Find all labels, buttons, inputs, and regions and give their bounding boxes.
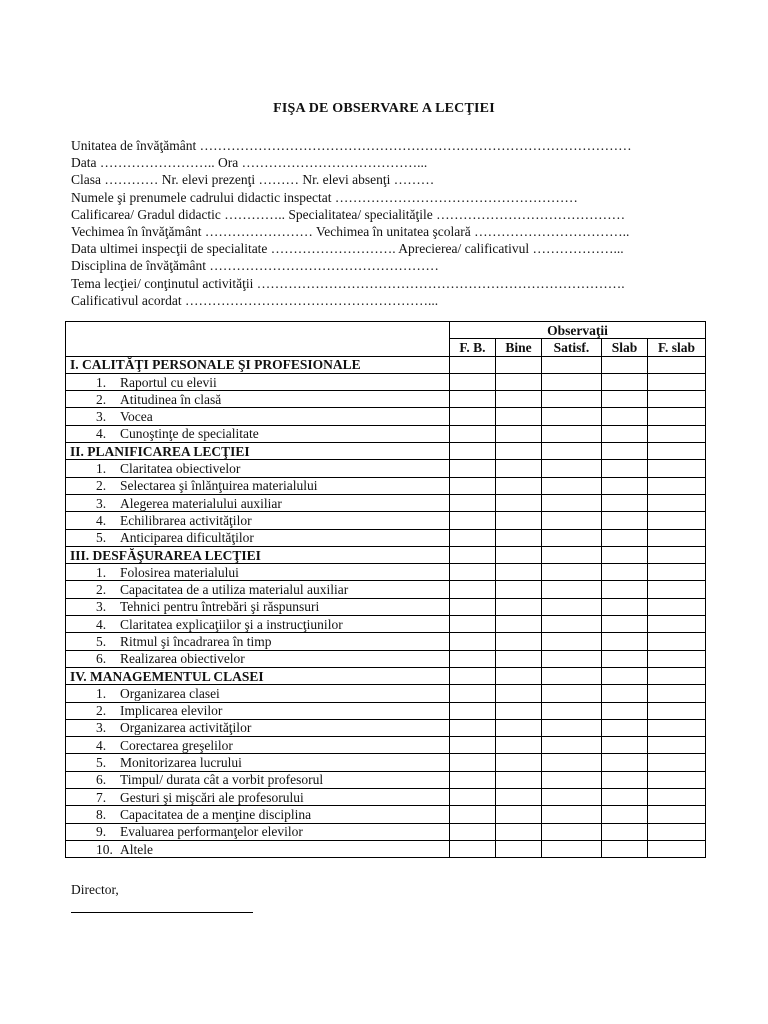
form-field-line: Calificarea/ Gradul didactic ………….. Specialitatea/ specialităţile …………………………………… xyxy=(71,206,626,222)
criterion-text: Capacitatea de a utiliza materialul auxiliar xyxy=(120,582,349,598)
rating-cell[interactable] xyxy=(496,702,542,719)
rating-cell[interactable] xyxy=(450,616,496,633)
criterion-label xyxy=(66,564,450,581)
rating-cell[interactable] xyxy=(602,391,648,408)
criterion-text: Organizarea activităţilor xyxy=(120,720,252,736)
document-title: FIŞA DE OBSERVARE A LECŢIEI xyxy=(273,101,495,116)
criterion-number: 5. xyxy=(96,755,107,771)
criteria-header-cell xyxy=(66,322,450,357)
form-field-line: Disciplina de învăţământ …………………………………………… xyxy=(71,258,439,274)
rating-cell[interactable] xyxy=(450,564,496,581)
rating-cell[interactable] xyxy=(542,460,602,477)
rating-cell[interactable] xyxy=(450,685,496,702)
rating-cell[interactable] xyxy=(496,564,542,581)
criterion-number: 6. xyxy=(96,772,107,788)
rating-cell[interactable] xyxy=(648,529,706,546)
rating-cell[interactable] xyxy=(648,494,706,511)
form-field-line: Clasa ………… Nr. elevi prezenţi ……… Nr. elevi absenţi ……… xyxy=(71,172,435,188)
rating-cell[interactable] xyxy=(450,581,496,598)
rating-cell[interactable] xyxy=(602,840,648,857)
rating-cell[interactable] xyxy=(496,650,542,667)
rating-cell[interactable] xyxy=(496,771,542,788)
rating-cell[interactable] xyxy=(450,823,496,840)
rating-cell[interactable] xyxy=(542,737,602,754)
rating-cell[interactable] xyxy=(450,546,496,563)
criterion-label xyxy=(66,702,450,719)
criterion-text: Echilibrarea activităţilor xyxy=(120,512,252,528)
criterion-number: 2. xyxy=(96,703,107,719)
rating-cell[interactable] xyxy=(648,667,706,684)
rating-cell[interactable] xyxy=(496,425,542,442)
rating-cell[interactable] xyxy=(648,754,706,771)
rating-cell[interactable] xyxy=(648,425,706,442)
criterion-label xyxy=(66,529,450,546)
rating-cell[interactable] xyxy=(602,737,648,754)
rating-cell[interactable] xyxy=(450,737,496,754)
rating-cell[interactable] xyxy=(602,408,648,425)
rating-cell[interactable] xyxy=(542,667,602,684)
rating-cell[interactable] xyxy=(450,719,496,736)
rating-cell[interactable] xyxy=(450,529,496,546)
criterion-label xyxy=(66,840,450,857)
form-field-line: Numele şi prenumele cadrului didactic inspectat ……………………………………………… xyxy=(71,189,578,205)
criterion-row xyxy=(66,373,706,390)
rating-cell[interactable] xyxy=(542,443,602,460)
rating-cell[interactable] xyxy=(602,754,648,771)
rating-cell[interactable] xyxy=(496,685,542,702)
rating-cell[interactable] xyxy=(542,598,602,615)
rating-cell[interactable] xyxy=(450,789,496,806)
criterion-text: Altele xyxy=(120,841,153,857)
criterion-label xyxy=(66,408,450,425)
criterion-row xyxy=(66,685,706,702)
rating-cell[interactable] xyxy=(496,581,542,598)
criterion-number: 2. xyxy=(96,582,107,598)
observation-table xyxy=(65,321,706,858)
rating-cell[interactable] xyxy=(648,581,706,598)
criterion-label xyxy=(66,789,450,806)
rating-cell[interactable] xyxy=(450,443,496,460)
criterion-text: Implicarea elevilor xyxy=(120,703,223,719)
criterion-row xyxy=(66,512,706,529)
rating-cell[interactable] xyxy=(648,408,706,425)
criterion-row xyxy=(66,789,706,806)
rating-cell[interactable] xyxy=(496,512,542,529)
criterion-row xyxy=(66,391,706,408)
criterion-label xyxy=(66,806,450,823)
rating-cell[interactable] xyxy=(648,840,706,857)
rating-cell[interactable] xyxy=(648,719,706,736)
criterion-number: 6. xyxy=(96,651,107,667)
criterion-row xyxy=(66,494,706,511)
rating-cell[interactable] xyxy=(648,771,706,788)
rating-cell[interactable] xyxy=(602,789,648,806)
rating-cell[interactable] xyxy=(648,443,706,460)
director-label: Director, xyxy=(71,882,119,897)
header-fields xyxy=(71,137,711,309)
criterion-label xyxy=(66,685,450,702)
criterion-number: 4. xyxy=(96,426,107,442)
form-field-line: Data ultimei inspecţii de specialitate ………………………. Aprecierea/ calificativul ………………... xyxy=(71,241,624,257)
rating-cell[interactable] xyxy=(542,391,602,408)
rating-cell[interactable] xyxy=(602,564,648,581)
rating-cell[interactable] xyxy=(648,823,706,840)
rating-cell[interactable] xyxy=(648,789,706,806)
rating-cell[interactable] xyxy=(496,460,542,477)
rating-cell[interactable] xyxy=(648,356,706,373)
rating-cell[interactable] xyxy=(602,425,648,442)
rating-cell[interactable] xyxy=(542,546,602,563)
criterion-text: Corectarea greşelilor xyxy=(120,737,233,753)
criterion-text: Organizarea clasei xyxy=(120,685,220,701)
criterion-number: 1. xyxy=(96,461,107,477)
rating-cell[interactable] xyxy=(648,460,706,477)
criterion-number: 2. xyxy=(96,478,107,494)
rating-cell[interactable] xyxy=(542,564,602,581)
rating-cell[interactable] xyxy=(450,667,496,684)
section-title: IV. MANAGEMENTUL CLASEI xyxy=(66,667,450,684)
rating-cell[interactable] xyxy=(496,840,542,857)
rating-cell[interactable] xyxy=(496,823,542,840)
rating-cell[interactable] xyxy=(648,633,706,650)
criterion-label xyxy=(66,771,450,788)
criterion-text: Alegerea materialului auxiliar xyxy=(120,495,282,511)
criterion-label xyxy=(66,391,450,408)
criterion-label xyxy=(66,581,450,598)
rating-cell[interactable] xyxy=(496,494,542,511)
criterion-text: Raportul cu elevii xyxy=(120,374,217,390)
rating-column-header: F. B. xyxy=(450,339,496,356)
criterion-label xyxy=(66,512,450,529)
rating-cell[interactable] xyxy=(542,408,602,425)
form-field-line: Tema lecţiei/ conţinutul activităţii ………………………………………………………………………. xyxy=(71,275,625,291)
criterion-text: Gesturi şi mişcări ale profesorului xyxy=(120,789,304,805)
rating-cell[interactable] xyxy=(602,685,648,702)
signature-line xyxy=(71,912,253,913)
rating-cell[interactable] xyxy=(542,754,602,771)
rating-cell[interactable] xyxy=(542,771,602,788)
rating-cell[interactable] xyxy=(496,443,542,460)
rating-cell[interactable] xyxy=(450,408,496,425)
rating-cell[interactable] xyxy=(542,806,602,823)
section-title: III. DESFĂŞURAREA LECŢIEI xyxy=(66,546,450,563)
criterion-row xyxy=(66,616,706,633)
criterion-row xyxy=(66,840,706,857)
criterion-number: 1. xyxy=(96,685,107,701)
rating-cell[interactable] xyxy=(496,754,542,771)
rating-cell[interactable] xyxy=(496,789,542,806)
criterion-number: 1. xyxy=(96,564,107,580)
criterion-row xyxy=(66,581,706,598)
criterion-text: Realizarea obiectivelor xyxy=(120,651,245,667)
criterion-number: 8. xyxy=(96,806,107,822)
rating-column-header: F. slab xyxy=(648,339,706,356)
rating-cell[interactable] xyxy=(602,494,648,511)
criterion-number: 4. xyxy=(96,737,107,753)
criterion-number: 2. xyxy=(96,391,107,407)
rating-cell[interactable] xyxy=(648,702,706,719)
rating-cell[interactable] xyxy=(602,477,648,494)
rating-cell[interactable] xyxy=(602,806,648,823)
rating-cell[interactable] xyxy=(602,650,648,667)
rating-cell[interactable] xyxy=(450,650,496,667)
rating-cell[interactable] xyxy=(450,391,496,408)
criteria-body xyxy=(66,356,706,858)
rating-cell[interactable] xyxy=(542,356,602,373)
criterion-number: 1. xyxy=(96,374,107,390)
rating-cell[interactable] xyxy=(496,391,542,408)
criterion-row xyxy=(66,702,706,719)
criterion-text: Anticiparea dificultăţilor xyxy=(120,530,254,546)
rating-cell[interactable] xyxy=(648,512,706,529)
criterion-number: 9. xyxy=(96,824,107,840)
rating-cell[interactable] xyxy=(648,546,706,563)
criterion-number: 3. xyxy=(96,720,107,736)
rating-cell[interactable] xyxy=(496,737,542,754)
rating-cell[interactable] xyxy=(450,702,496,719)
rating-cell[interactable] xyxy=(450,754,496,771)
rating-cell[interactable] xyxy=(648,477,706,494)
rating-cell[interactable] xyxy=(542,494,602,511)
criterion-number: 3. xyxy=(96,495,107,511)
section-title: II. PLANIFICAREA LECŢIEI xyxy=(66,443,450,460)
criterion-row xyxy=(66,754,706,771)
rating-cell[interactable] xyxy=(450,373,496,390)
rating-cell[interactable] xyxy=(542,719,602,736)
rating-cell[interactable] xyxy=(648,685,706,702)
criterion-label xyxy=(66,719,450,736)
criterion-number: 5. xyxy=(96,633,107,649)
criterion-text: Cunoştinţe de specialitate xyxy=(120,426,259,442)
criterion-label xyxy=(66,650,450,667)
criterion-label xyxy=(66,616,450,633)
rating-column-header: Satisf. xyxy=(542,339,602,356)
section-row xyxy=(66,667,706,684)
rating-cell[interactable] xyxy=(602,702,648,719)
criterion-row xyxy=(66,633,706,650)
form-field-line: Calificativul acordat ………………………………………………... xyxy=(71,292,439,308)
criterion-text: Atitudinea în clasă xyxy=(120,391,222,407)
criterion-number: 7. xyxy=(96,789,107,805)
criterion-text: Tehnici pentru întrebări şi răspunsuri xyxy=(120,599,320,615)
rating-column-header: Slab xyxy=(602,339,648,356)
rating-cell[interactable] xyxy=(602,719,648,736)
rating-cell[interactable] xyxy=(602,616,648,633)
rating-cell[interactable] xyxy=(542,789,602,806)
rating-cell[interactable] xyxy=(496,408,542,425)
criterion-row xyxy=(66,598,706,615)
rating-cell[interactable] xyxy=(602,823,648,840)
section-row xyxy=(66,546,706,563)
rating-cell[interactable] xyxy=(602,771,648,788)
criterion-number: 4. xyxy=(96,512,107,528)
rating-cell[interactable] xyxy=(542,529,602,546)
rating-cell[interactable] xyxy=(496,667,542,684)
rating-cell[interactable] xyxy=(602,581,648,598)
rating-cell[interactable] xyxy=(602,633,648,650)
rating-cell[interactable] xyxy=(602,460,648,477)
criterion-label xyxy=(66,754,450,771)
rating-cell[interactable] xyxy=(450,460,496,477)
rating-cell[interactable] xyxy=(602,529,648,546)
rating-cell[interactable] xyxy=(602,512,648,529)
rating-cell[interactable] xyxy=(602,667,648,684)
rating-cell[interactable] xyxy=(496,529,542,546)
rating-cell[interactable] xyxy=(542,581,602,598)
rating-cell[interactable] xyxy=(496,633,542,650)
form-field-line: Unitatea de învăţământ …………………………………………………………………………………… xyxy=(71,138,632,153)
criterion-text: Evaluarea performanţelor elevilor xyxy=(120,824,303,840)
rating-cell[interactable] xyxy=(496,806,542,823)
criterion-row xyxy=(66,564,706,581)
criterion-row xyxy=(66,823,706,840)
rating-cell[interactable] xyxy=(450,494,496,511)
rating-cell[interactable] xyxy=(602,356,648,373)
criterion-text: Vocea xyxy=(120,409,153,425)
criterion-row xyxy=(66,408,706,425)
observatii-header: Observaţii xyxy=(450,322,706,339)
rating-cell[interactable] xyxy=(496,373,542,390)
criterion-label xyxy=(66,373,450,390)
criterion-text: Monitorizarea lucrului xyxy=(120,755,242,771)
rating-cell[interactable] xyxy=(542,373,602,390)
rating-cell[interactable] xyxy=(450,477,496,494)
criterion-row xyxy=(66,771,706,788)
criterion-number: 5. xyxy=(96,530,107,546)
criterion-text: Claritatea explicaţiilor şi a instrucţiunilor xyxy=(120,616,343,632)
rating-cell[interactable] xyxy=(602,546,648,563)
criterion-text: Timpul/ durata cât a vorbit profesorul xyxy=(120,772,324,788)
criterion-label xyxy=(66,598,450,615)
rating-cell[interactable] xyxy=(496,616,542,633)
section-row xyxy=(66,356,706,373)
form-field-line: Data …………………….. Ora …………………………………... xyxy=(71,155,428,171)
rating-cell[interactable] xyxy=(648,616,706,633)
rating-cell[interactable] xyxy=(648,806,706,823)
rating-cell[interactable] xyxy=(542,702,602,719)
rating-cell[interactable] xyxy=(542,512,602,529)
criterion-number: 10. xyxy=(96,841,113,857)
criterion-label xyxy=(66,737,450,754)
rating-cell[interactable] xyxy=(450,598,496,615)
rating-cell[interactable] xyxy=(496,719,542,736)
rating-cell[interactable] xyxy=(648,373,706,390)
rating-cell[interactable] xyxy=(542,823,602,840)
rating-cell[interactable] xyxy=(542,425,602,442)
rating-cell[interactable] xyxy=(450,633,496,650)
rating-cell[interactable] xyxy=(542,616,602,633)
criterion-text: Claritatea obiectivelor xyxy=(120,461,241,477)
criterion-label xyxy=(66,823,450,840)
criterion-label xyxy=(66,460,450,477)
criterion-text: Capacitatea de a menţine disciplina xyxy=(120,806,312,822)
criterion-text: Selectarea şi înlănţuirea materialului xyxy=(120,478,318,494)
rating-cell[interactable] xyxy=(542,685,602,702)
rating-cell[interactable] xyxy=(450,806,496,823)
rating-cell[interactable] xyxy=(450,840,496,857)
rating-cell[interactable] xyxy=(542,477,602,494)
rating-cell[interactable] xyxy=(602,373,648,390)
criterion-row xyxy=(66,529,706,546)
criterion-row xyxy=(66,719,706,736)
section-row xyxy=(66,443,706,460)
rating-cell[interactable] xyxy=(542,633,602,650)
rating-cell[interactable] xyxy=(648,650,706,667)
rating-cell[interactable] xyxy=(450,425,496,442)
rating-column-header: Bine xyxy=(496,339,542,356)
rating-cell[interactable] xyxy=(496,598,542,615)
form-field-line: Vechimea în învăţământ …………………… Vechimea în unitatea şcolară …………………………….. xyxy=(71,224,630,240)
criterion-number: 4. xyxy=(96,616,107,632)
rating-cell[interactable] xyxy=(450,771,496,788)
rating-cell[interactable] xyxy=(542,840,602,857)
criterion-text: Folosirea materialului xyxy=(120,564,239,580)
rating-cell[interactable] xyxy=(496,546,542,563)
criterion-label xyxy=(66,494,450,511)
section-title: I. CALITĂŢI PERSONALE ŞI PROFESIONALE xyxy=(66,356,450,373)
criterion-text: Ritmul şi încadrarea în timp xyxy=(120,633,272,649)
rating-cell[interactable] xyxy=(542,650,602,667)
criterion-row xyxy=(66,650,706,667)
criterion-row xyxy=(66,737,706,754)
rating-cell[interactable] xyxy=(602,443,648,460)
rating-cell[interactable] xyxy=(450,356,496,373)
criterion-row xyxy=(66,460,706,477)
rating-cell[interactable] xyxy=(450,512,496,529)
rating-cell[interactable] xyxy=(648,598,706,615)
criterion-label xyxy=(66,425,450,442)
criterion-row xyxy=(66,477,706,494)
criterion-label xyxy=(66,633,450,650)
criterion-row xyxy=(66,425,706,442)
rating-cell[interactable] xyxy=(648,737,706,754)
rating-cell[interactable] xyxy=(648,391,706,408)
rating-cell[interactable] xyxy=(602,598,648,615)
criterion-number: 3. xyxy=(96,599,107,615)
rating-cell[interactable] xyxy=(648,564,706,581)
criterion-label xyxy=(66,477,450,494)
rating-cell[interactable] xyxy=(496,356,542,373)
rating-cell[interactable] xyxy=(496,477,542,494)
criterion-number: 3. xyxy=(96,409,107,425)
criterion-row xyxy=(66,806,706,823)
